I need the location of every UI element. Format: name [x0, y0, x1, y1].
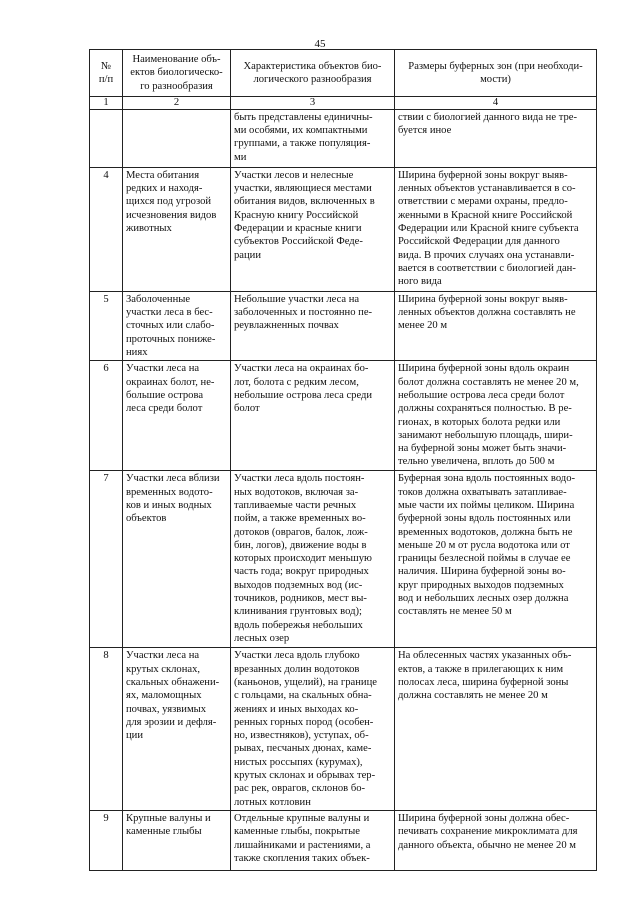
row-characteristic: Отдельные крупные валуны и каменные глыбы, покрытые лишайниками и растениями, а также скопления таких объек-	[231, 810, 395, 870]
column-number: 2	[123, 96, 231, 109]
row-buffer-size: Ширина буферной зоны вокруг выяв- ленных объектов должна составлять не менее 20 м	[395, 291, 597, 360]
row-number: 8	[90, 648, 123, 811]
column-number: 3	[231, 96, 395, 109]
table-row	[90, 167, 597, 291]
row-buffer-size: Ширина буферной зоны вокруг выяв- ленных объектов устанавливается в со- ответствии с мерами охраны, предло- женными в Красной книге Российской Федерации или Красной книге субъекта Российской Федерации для данного вида. В прочих случаях она устанавли- вается в соответствии с биологией дан- ного вида	[395, 167, 597, 291]
row-object-name	[123, 109, 231, 167]
row-number	[90, 109, 123, 167]
table-row	[90, 471, 597, 648]
row-object-name: Крупные валуны и каменные глыбы	[123, 810, 231, 870]
row-characteristic: Участки леса вдоль постоян- ных водотоков, включая за- тапливаемые части речных пойм, а также временных во- дотоков (оврагов, балок, лож- бин, логов), движение воды в которых происходит меньшую часть года; вокруг природных выходов подземных вод (ис- точников, родников, мест вы- клинивания грунтовых вод); вдоль побережья небольших лесных озер	[231, 471, 395, 648]
table-row	[90, 810, 597, 870]
row-number: 9	[90, 810, 123, 870]
buffer-zone-table	[89, 49, 597, 871]
table-header-row	[90, 50, 597, 97]
row-characteristic: Небольшие участки леса на заболоченных и постоянно пе- реувлажненных почвах	[231, 291, 395, 360]
row-object-name: Участки леса вблизи временных водото- ков и иных водных объектов	[123, 471, 231, 648]
column-number: 1	[90, 96, 123, 109]
header-buffer-size: Размеры буферных зон (при необходи- мости)	[395, 50, 597, 97]
row-characteristic: Участки леса вдоль глубоко врезанных долин водотоков (каньонов, ущелий), на границе с гольцами, на скальных обна- жениях и иных выходах ко- ренных горных пород (особен- но, известняков), уступах, об- рывах, песчаных дюнах, каме- нистых россыпях (курумах), крутых склонах и обрывах тер- рас рек, оврагов, склонов бо- лотных котловин	[231, 648, 395, 811]
row-characteristic: быть представлены единичны- ми особями, их компактными группами, а также популяция- ми	[231, 109, 395, 167]
row-number: 4	[90, 167, 123, 291]
row-number: 7	[90, 471, 123, 648]
table-row	[90, 109, 597, 167]
header-object-name: Наименование объ- ектов биологическо- го разнообразия	[123, 50, 231, 97]
row-buffer-size: ствии с биологией данного вида не тре- буется иное	[395, 109, 597, 167]
page-number: 45	[314, 38, 326, 50]
row-buffer-size: Ширина буферной зоны вдоль окраин болот должна составлять не менее 20 м, небольшие острова леса среди болот должны сохраняться полностью. В ре- гионах, в которых болота редки или занимают небольшую площадь, шири- на буферной зоны может быть значи- тельно увеличена, вплоть до 500 м	[395, 361, 597, 471]
row-number: 5	[90, 291, 123, 360]
row-buffer-size: Буферная зона вдоль постоянных водо- токов должна охватывать затапливае- мые части их поймы целиком. Ширина буферной зоны вдоль постоянных или временных водотоков, должна быть не меньше 20 м от русла водотока или от границы безлесной поймы в случае ее наличия. Ширина буферной зоны во- круг природных выходов подземных вод и небольших лесных озер должна составлять не менее 50 м	[395, 471, 597, 648]
row-number: 6	[90, 361, 123, 471]
table-row	[90, 648, 597, 811]
row-buffer-size: Ширина буферной зоны должна обес- печивать сохранение микроклимата для данного объекта, обычно не менее 20 м	[395, 810, 597, 870]
table-row	[90, 291, 597, 360]
row-characteristic: Участки леса на окраинах бо- лот, болота с редким лесом, небольшие острова леса среди болот	[231, 361, 395, 471]
row-object-name: Участки леса на окраинах болот, не- большие острова леса среди болот	[123, 361, 231, 471]
column-number-row	[90, 96, 597, 109]
row-characteristic: Участки лесов и нелесные участки, являющиеся местами обитания видов, включенных в Красную книгу Российской Федерации и красные книги субъектов Российской Феде- рации	[231, 167, 395, 291]
table-row	[90, 361, 597, 471]
row-object-name: Участки леса на крутых склонах, скальных обнажени- ях, маломощных почвах, уязвимых для эрозии и дефля- ции	[123, 648, 231, 811]
row-buffer-size: На облесенных частях указанных объ- ектов, а также в прилегающих к ним полосах леса, ширина буферной зоны должна составлять не менее 20 м	[395, 648, 597, 811]
column-number: 4	[395, 96, 597, 109]
header-number: № п/п	[90, 50, 123, 97]
row-object-name: Заболоченные участки леса в бес- сточных или слабо- проточных пониже- ниях	[123, 291, 231, 360]
row-object-name: Места обитания редких и находя- щихся под угрозой исчезновения видов животных	[123, 167, 231, 291]
header-characteristic: Характеристика объектов био- логического разнообразия	[231, 50, 395, 97]
